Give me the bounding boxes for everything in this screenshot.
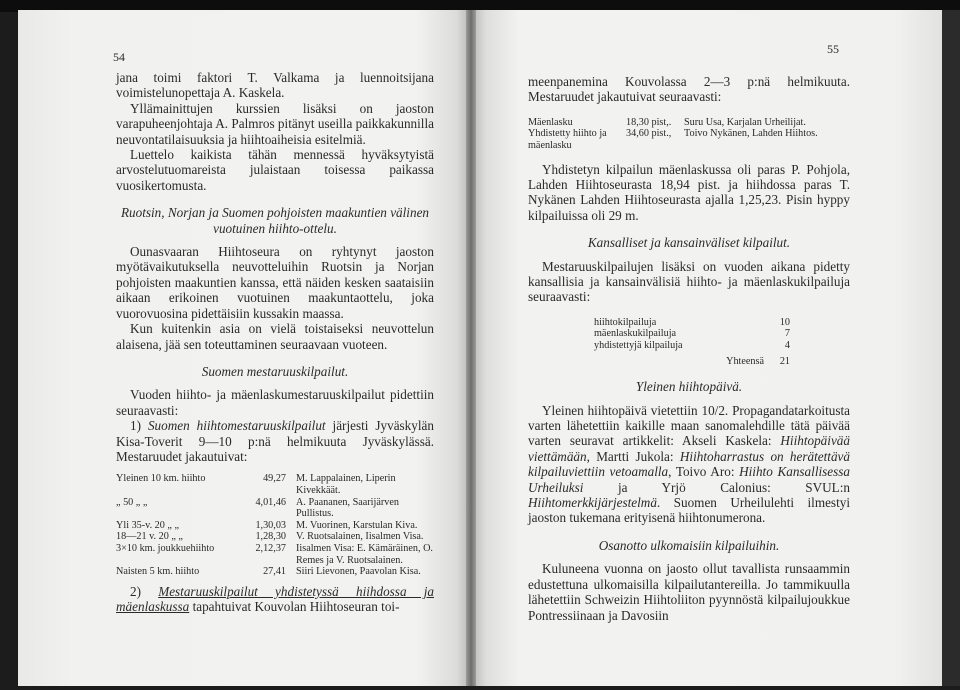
count-value: 7 (784, 328, 790, 340)
winner-cell: A. Paananen, Saarijärven Pullistus. (296, 496, 399, 520)
table-row (594, 340, 790, 352)
table-row (116, 520, 434, 532)
points-cell: 34,60 pist., (626, 128, 672, 140)
table-row (528, 128, 850, 151)
table-row (116, 543, 434, 566)
count-label: mäenlaskukilpailuja (594, 328, 677, 340)
text-run: Yleinen hiihtopäivä vietettiin 10/2. Propagandatarkoitusta varten lähetettiin kaikille maan sanomalehdille tätä päivää varten seuravat artikkelit: Akseli Kaskela: (528, 402, 850, 449)
text-run: 2) (130, 583, 159, 599)
event-cell: Mäenlasku (528, 116, 573, 128)
paragraph: Mestaruuskilpailujen lisäksi on vuoden aikana pidetty kansallisia ja kansainvälisiä hiihto- ja mäenlaskukilpailuja seuraavasti: (528, 258, 850, 305)
section-heading: Ruotsin, Norjan ja Suomen pohjoisten maakuntien välinen vuotuinen hiihto-ottelu. (120, 205, 430, 236)
count-value: 4 (784, 340, 790, 352)
paragraph (528, 403, 850, 526)
winner-cell: Suru Usa, Karjalan Urheilijat. (684, 116, 806, 128)
event-cell: Naisten 5 km. hiihto (116, 566, 200, 578)
italic-run: Hiihtopäivää viettämään (528, 433, 850, 464)
text-run: , Martti Jukola: (586, 448, 680, 464)
table-row (594, 317, 790, 329)
results-table (116, 473, 434, 577)
total-label: Yhteensä (726, 355, 764, 367)
paragraph: Luettelo kaikista tähän mennessä hyväksytyistä arvostelutuomareista julaistaan toisessa paikassa vuosikertomusta. (116, 147, 434, 193)
right-text-column (528, 74, 850, 623)
italic-run: Hiihtoharrastus on herätettävä kilpailuviettiin vetoamalla (528, 448, 850, 480)
italic-run: Mestaruuskilpailut yhdistetyssä hiihdossa ja mäenlaskussa (116, 583, 434, 615)
time-cell: 4,01,46 (255, 496, 286, 508)
paragraph: Yhdistetyn kilpailun mäenlaskussa oli paras P. Pohjola, Lahden Hiihtoseurasta 18,94 pist. ja hiihdossa paras T. Nykänen Lahden Hiihtoseurasta ajalla 1,25,23. Pisin hyppy kilpailuissa oli 29 m. (528, 161, 850, 223)
winner-cell: Iisalmen Visa: E. Kämäräinen, O. Remes ja V. Ruotsalainen. (296, 542, 433, 566)
table-row (116, 531, 434, 543)
section-heading: Kansalliset ja kansainväliset kilpailut. (587, 235, 791, 251)
paragraph: Yllämainittujen kurssien lisäksi on jaoston varapuheenjohtaja A. Palmros pitänyt useilla paikkakunnilla neuvontatilaisuuksia ja hiihtoaiheisia esitelmiä. (116, 100, 434, 147)
points-cell: 18,30 pist,. (626, 116, 672, 128)
time-cell: 27,41 (263, 566, 286, 578)
event-cell: „ 50 „ „ (116, 496, 148, 508)
italic-run: Suomen hiihtomestaruuskilpailut (147, 418, 326, 434)
book-gutter (466, 10, 476, 686)
event-cell: Yli 35-v. 20 „ „ (116, 519, 179, 531)
paragraph: Vuoden hiihto- ja mäenlaskumestaruuskilpailut pidettiin seuraavasti: (116, 387, 434, 418)
table-row (594, 328, 790, 340)
winner-cell: M. Vuorinen, Karstulan Kiva. (296, 519, 418, 531)
winner-cell: Toivo Nykänen, Lahden Hiihtos. (684, 128, 818, 140)
left-page (18, 10, 470, 686)
text-run: , Toivo Aro: (668, 464, 740, 480)
section-heading: Yleinen hiihtopäivä. (635, 379, 743, 395)
winner-cell: V. Ruotsalainen, Iisalmen Visa. (296, 531, 424, 543)
text-run: tapahtuivat Kouvolan Hiihtoseuran toi- (189, 599, 400, 615)
time-cell: 49,27 (263, 473, 286, 485)
paragraph: Kun kuitenkin asia on vielä toistaiseksi neuvottelun alaisena, jää sen toteuttaminen seuraavaan vuoteen. (116, 321, 434, 352)
table-row (116, 566, 434, 578)
winner-cell: M. Lappalainen, Liperin Kivekkäät. (296, 473, 396, 496)
paragraph (116, 584, 434, 615)
total-row (594, 352, 790, 368)
page-number: 55 (827, 42, 839, 56)
text-run: 1) (130, 418, 148, 434)
section-heading: Suomen mestaruuskilpailut. (201, 363, 349, 379)
time-cell: 1,30,03 (255, 519, 286, 531)
table-row (528, 117, 850, 129)
paragraph: Kuluneena vuonna on jaosto ollut tavallista runsaammin edustettuna ulkomaisilla kilpailutantereilla. Jo tammikuulla lähetettiin Schweizin Hiihtoliiton pyynnöstä kilpailujoukkue Pontressiinaan ja Davosiin (528, 561, 850, 623)
winner-cell: Siiri Lievonen, Paavolan Kisa. (296, 566, 421, 578)
italic-run: Hiihto Kansallisessa Urheiluksi (528, 464, 850, 495)
paragraph: jana toimi faktori T. Valkama ja luennoitsijana voimistelunopettaja A. Kaskela. (116, 70, 434, 101)
time-cell: 2,12,37 (255, 542, 286, 554)
book-edge (942, 10, 960, 686)
event-cell: 3×10 km. joukkuehiihto (116, 542, 215, 554)
total-value: 21 (779, 355, 790, 367)
section-heading: Osanotto ulkomaisiin kilpailuihin. (598, 537, 780, 553)
italic-run: Hiihtomerkkijärjestelmä (528, 495, 657, 511)
table-row (116, 497, 434, 520)
text-run: ja Yrjö Calonius: SVUL:n (583, 479, 850, 495)
event-cell: Yleinen 10 km. hiihto (116, 473, 206, 485)
right-page (472, 10, 942, 686)
event-cell: Yhdistetty hiihto ja mäenlasku (528, 128, 607, 151)
count-label: hiihtokilpailuja (594, 316, 657, 328)
competition-count-table (594, 317, 790, 367)
count-value: 10 (779, 316, 790, 328)
results-table (528, 117, 850, 152)
paragraph: Ounasvaaran Hiihtoseura on ryhtynyt jaoston myötävaikutuksella neuvotteluihin Ruotsin ja Norjan pohjoisten maakuntien kanssa, että näiden kesken saataisiin aikaan erikoinen vuotuinen maakuntaottelu, joka vuorovuosina pidettäisiin kussakin maassa. (116, 244, 434, 321)
left-text-column (116, 70, 434, 615)
event-cell: 18—21 v. 20 „ „ (116, 531, 183, 543)
table-row (116, 473, 434, 496)
text-run: . Suomen Urheilulehti ilmestyi jaoston tukemana erityisenä hiihtonumerona. (528, 495, 850, 526)
text-run: järjesti Jyväskylän Kisa-Toverit 9—10 p:nä helmikuuta Jyväskylässä. Mestaruudet jakautuivat: (116, 418, 434, 464)
time-cell: 1,28,30 (255, 531, 286, 543)
paragraph: meenpanemina Kouvolassa 2—3 p:nä helmikuuta. Mestaruudet jakautuivat seuraavasti: (528, 74, 850, 105)
count-label: yhdistettyjä kilpailuja (594, 340, 683, 352)
paragraph (116, 418, 434, 464)
page-number: 54 (113, 50, 125, 64)
